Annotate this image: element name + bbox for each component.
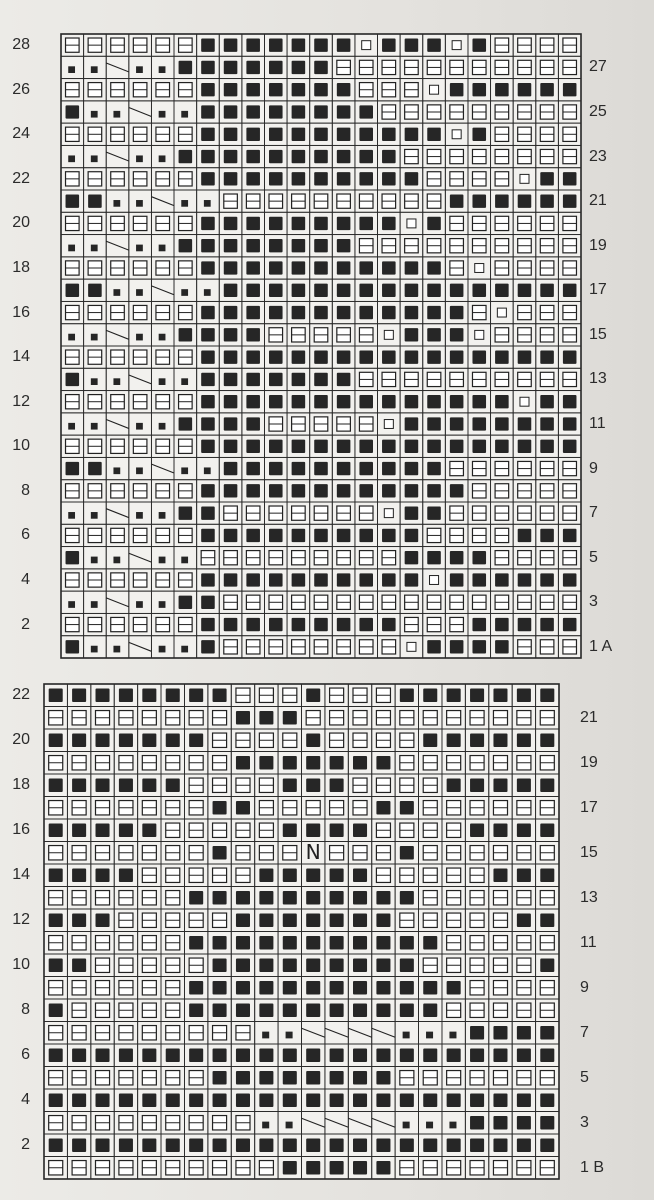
row-number-right: 13 [589, 370, 607, 388]
row-number-left: 18 [12, 259, 30, 276]
row-number-left: 16 [12, 303, 30, 321]
knitting-chart-b [12, 684, 605, 1179]
row-number-left: 2 [21, 1136, 30, 1154]
row-number-right: 7 [580, 1023, 589, 1041]
row-number-left: 20 [12, 214, 30, 232]
row-number-right: 15 [589, 325, 607, 343]
row-number-left: 18 [12, 776, 30, 794]
row-number-left: 28 [12, 36, 30, 54]
row-number-left: 16 [12, 821, 30, 839]
row-number-left: 22 [12, 169, 30, 187]
row-number-left: 8 [21, 481, 30, 499]
row-number-right: 23 [589, 147, 607, 165]
chart-b-grid [44, 684, 559, 1179]
row-number-left: 12 [12, 911, 30, 929]
row-number-left: 12 [12, 392, 30, 410]
row-number-left: 2 [21, 615, 30, 633]
row-number-right: 3 [580, 1113, 589, 1131]
row-number-left: 6 [21, 1046, 30, 1064]
row-number-right: 5 [589, 548, 598, 566]
row-number-right: 9 [580, 978, 589, 996]
svg-text:N: N [305, 840, 321, 865]
row-number-left: 6 [21, 526, 30, 544]
row-number-left: 10 [12, 956, 30, 974]
row-number-left: 14 [12, 866, 30, 884]
row-number-right: 21 [580, 708, 598, 726]
chart-a-grid [44, 34, 581, 658]
row-number-right: 5 [580, 1068, 589, 1086]
row-number-left: 14 [12, 348, 30, 366]
row-number-left: 4 [21, 1091, 30, 1109]
row-number-left: 8 [21, 1001, 30, 1019]
row-number-right: 15 [580, 843, 598, 861]
row-number-left: 4 [21, 571, 30, 588]
row-number-right: 17 [580, 798, 598, 816]
row-number-right: 25 [589, 103, 607, 120]
row-number-right: 3 [589, 593, 598, 611]
row-number-right: 11 [589, 415, 606, 432]
row-number-left: 24 [12, 125, 30, 143]
row-number-right: 1 B [580, 1158, 605, 1176]
row-number-right: 1 A [589, 637, 613, 655]
row-number-right: 7 [589, 504, 598, 522]
row-number-right: 13 [580, 888, 598, 906]
row-number-right: 17 [589, 281, 607, 299]
row-number-left: 22 [12, 686, 30, 704]
knitting-chart-a [12, 34, 613, 658]
row-number-right: 19 [580, 753, 598, 771]
row-number-right: 11 [580, 933, 597, 951]
row-number-right: 9 [589, 459, 598, 477]
row-number-left: 26 [12, 80, 30, 98]
row-number-left: 20 [12, 731, 30, 749]
row-number-left: 10 [12, 437, 30, 455]
row-number-right: 21 [589, 192, 607, 210]
row-number-right: 19 [589, 236, 607, 254]
row-number-right: 27 [589, 58, 607, 76]
